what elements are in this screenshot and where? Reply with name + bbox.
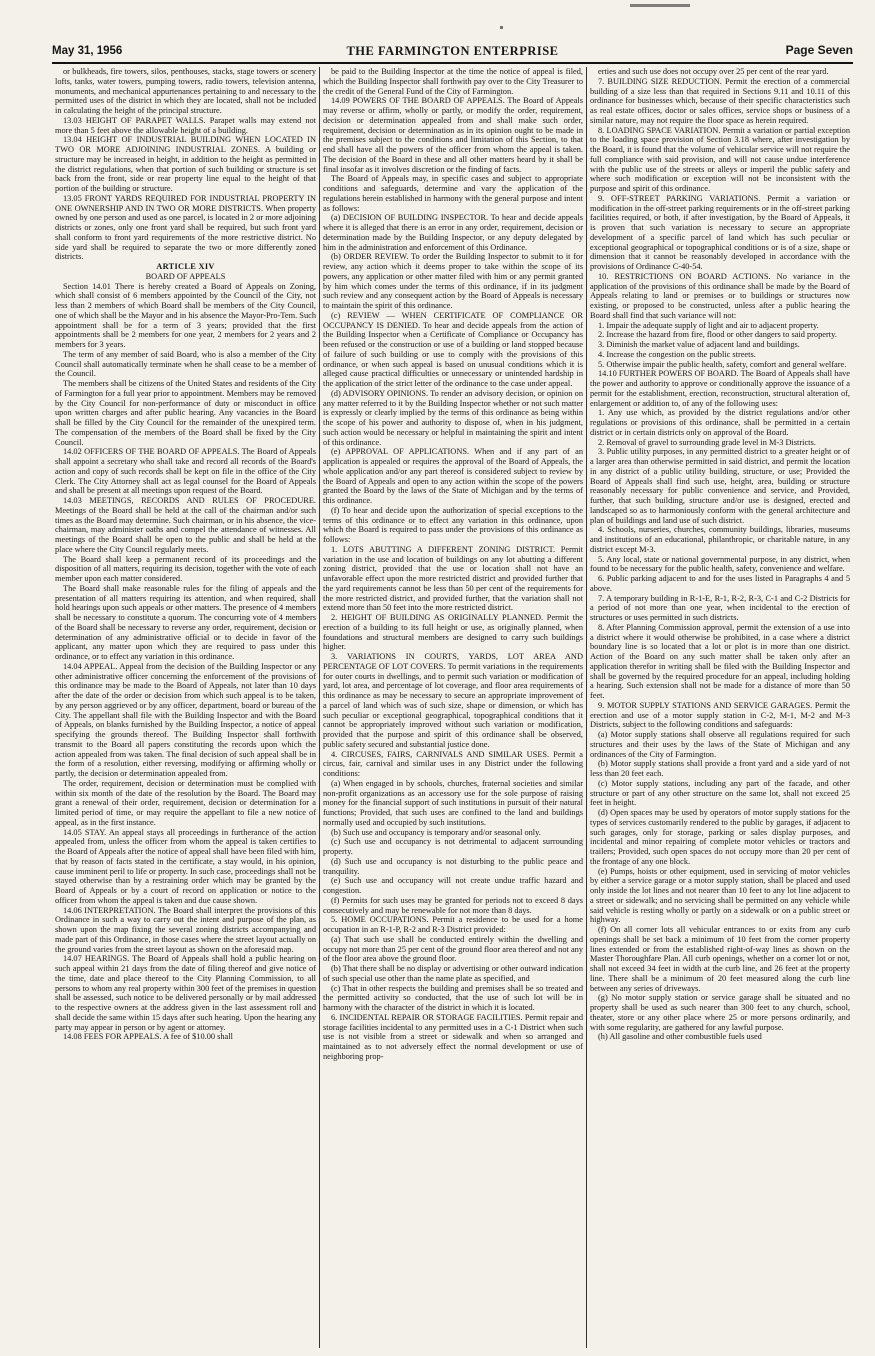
column-3-paragraph: (e) Pumps, hoists or other equipment, used in servicing of motor vehicles by either a service garage or a motor supply station, shall be placed and used only inside the lot lines and not nearer than 10 feet to any lot line adjacent to a street or sidewalk; and no servicing shall be permitted on any vehicle while said vehicle is resting wholly or partly on a sidewalk or on a public street or highway.: [590, 866, 850, 925]
column-2-paragraph: The Board of Appeals may, in specific cases and subject to appropriate conditions and safeguards, determine and vary the application of the regulations herein established in harmony with the general purpose and intent as follows:: [323, 174, 583, 213]
column-3-paragraph: (f) On all corner lots all vehicular entrances to or exits from any curb openings shall be set back a minimum of 10 feet from the corner property lines extended or from the established right-of-way lines as shown on the Master Thoroughfare Plan. All curb openings, whether on a corner lot or not, shall not exceed 34 feet in width at the curb line, and 26 feet at the property line. There shall be a minimum of 20 feet measured along the curb line between any series of driveways.: [590, 925, 850, 993]
column-1-paragraph: The order, requirement, decision or determination must be complied with within six month of the date of the resolution by the Board. The Board may grant a renewal of their order, requirement, decision or determination for a limited period of time, or may require the appellant to file a new notice of appeal, as in the first instance.: [55, 778, 316, 827]
column-2-paragraph: (a) That such use shall be conducted entirely within the dwelling and occupy not more than 25 per cent of the ground floor area thereof and not any of the floor area above the ground floor.: [323, 934, 583, 964]
column-2-paragraph: (c) That in other respects the building and premises shall be so treated and the permitted activity so conducted, that the use of such lot will be in harmony with the character of the district in which it is located.: [323, 983, 583, 1012]
column-1-paragraph: 14.05 STAY. An appeal stays all proceedings in furtherance of the action appealed from, unless the officer from whom the appeal is taken certifies to the Board of Appeals after the notice of appeal shall have been filed with him, that by reason of facts stated in the certificate, a stay would, in his opinion, cause imminent peril to life or property. In such case, proceedings shall not be stayed otherwise than by a restraining order which may be granted by the Board of Appeals or by a court of record on application or notice to the officer from whom the appeal is taken and due cause shown.: [55, 827, 316, 905]
column-1-paragraph: 14.06 INTERPRETATION. The Board shall interpret the provisions of this Ordinance in such a way to carry out the intent and purpose of the plan, as shown upon the map fixing the several zoning districts accompanying and made part of this Ordinance, in those cases where the street layout actually on the ground varies from the street layout as shown on the aforesaid map.: [55, 905, 316, 954]
column-1-paragraph: 14.08 FEES FOR APPEALS. A fee of $10.00 shall: [63, 1032, 233, 1042]
newspaper-title: THE FARMINGTON ENTERPRISE: [346, 44, 559, 58]
article-columns: [52, 67, 853, 1348]
column-3-paragraph: 8. LOADING SPACE VARIATION. Permit a variation or partial exception to the loading space provision of Section 3.18 where, after investigation by the Board, it is found that the volume of vehicular service will not require the full compliance with said provision, and will not cause undue interference with the public use of the streets or alleys or imperil the public safety and where such modification or exception will not be inconsistent with the purpose and spirit of this ordinance.: [590, 125, 850, 193]
column-3-paragraph: 8. After Planning Commission approval, permit the extension of a use into a district where it would otherwise be prohibited, in a case where a district boundary line is so located that a lot or plot is in more than one district. Action of the Board on any such matter shall be taken only after an application therefor in writing shall be filed with the Building Inspector and shall be governed by the required procedure for an appeal, including holding a hearing. Such extension shall not be made for a distance of more than 50 feet.: [590, 622, 850, 700]
column-1-paragraph: The Board shall keep a permanent record of its proceedings and the disposition of all matters, requiring its decision, together with the vote of each member upon each matter considered.: [55, 554, 316, 583]
column-1-paragraph: 14.02 OFFICERS OF THE BOARD OF APPEALS. The Board of Appeals shall appoint a secretary who shall take and record all records of the Board's action and copy of such records shall be kept on file in the office of the City Clerk. The City Attorney shall act as legal counsel for the Board of Appeals and shall be present at all meetings upon request of the Board.: [55, 447, 316, 496]
column-3-paragraph: (c) Motor supply stations, including any part of the facade, and other structure or part of any other structure on the same lot, shall not exceed 25 feet in height.: [590, 778, 850, 808]
issue-date: May 31, 1956: [52, 45, 123, 57]
column-3-paragraph: 5. Any local, state or national governmental purpose, in any district, when found to be necessary for the public health, safety, convenience and welfare.: [590, 554, 850, 574]
column-2-paragraph: 1. LOTS ABUTTING A DIFFERENT ZONING DISTRICT. Permit variation in the use and location of buildings on any lot abutting a different zoning district, provided that the use or location shall not have an unfavorable effect upon the more restricted district and provided further that the yard requirements cannot be less than 50 per cent of the requirements for the more restricted district, and provided further, that the variation shall not extend more than 50 feet into the more restricted district.: [323, 544, 583, 613]
column-3-paragraph: 4. Increase the congestion on the public streets.: [598, 349, 756, 359]
column-1-paragraph: BOARD OF APPEALS: [145, 271, 226, 281]
column-2-paragraph: 14.09 POWERS OF THE BOARD OF APPEALS. The Board of Appeals may reverse or affirm, wholly or partly, or modify the order, requirement, decision or determination appealed from and shall make such order, requirement, decision or determination as in its opinion ought to be made in the premises subject to the conditions and limitation of this Section, to that end shall have all the powers of the officer from whom the appeal is taken. The decision of the Board in these and all other matters heard by it shall be final insofar as it involves discretion or the finding of facts.: [323, 96, 583, 174]
column-3-paragraph: 7. BUILDING SIZE REDUCTION. Permit the erection of a commercial building of a size less than that required in Sections 9.11 and 10.11 of this ordinance for businesses which, because of their specific characteristics such as real estate offices, doctor or sales offices, service shops or business of a similar nature, may not require the floor space as herein required.: [590, 76, 850, 125]
column-1-paragraph: Section 14.01 There is hereby created a Board of Appeals on Zoning, which shall consist of 6 members appointed by the Council of the City, not less than 2 members of which Board shall be members of the City Council, one of which shall be the Mayor and in his absence the Mayor-Pro-Tem. Such appointment shall be for a term of 3 years; provided that the first appointments shall be 2 members for one year, 2 members for 2 years and 2 members for 3 years.: [55, 281, 316, 349]
column-1-paragraph: 14.04 APPEAL. Appeal from the decision of the Building Inspector or any other administrative officer concerning the enforcement of the provisions of this ordinance may be made to the Board of Appeals, not later than 10 days after the date of the order or decision from which such appeal is to be taken, by any person aggrieved or by any officer, department, board or bureau of the City. The appellant shall file with the Building Inspector and with the Board of Appeals, on blanks furnished by the Building Inspector, a notice of appeal specifying the grounds thereof. The Building Inspector shall forthwith transmit to the Board all papers constituting the records upon which the action appealed from was taken. The final decision of such appeal shall be in the form of a resolution, either reversing, modifying or affirming wholly or partly, the decision or determination appealed from.: [55, 661, 316, 778]
column-1-paragraph: 14.07 HEARINGS. The Board of Appeals shall hold a public hearing on such appeal within 21 days from the date of filing thereof and give notice of the time, date and place thereof to the City Planning Commission, to all persons to whom any real property within 300 feet of the premises in question shall be assessed, such notice to be delivered personally or by mail addressed to the respective owners at the address given in the last assessment roll and shall decide the same within 15 days after such hearing. Upon the hearing any party may appear in person or by agent or attorney.: [55, 954, 316, 1032]
column-3-paragraph: 3. Public utility purposes, in any permitted district to a greater height or of a larger area than otherwise permitted in said district, and permit the location in any district of a public utility building, structure, or use; Provided the Board of Appeals shall find such use, height, area, building or structure reasonably necessary for public convenience and service, and Provided, further, that such building, structure and/or use is designed, erected and landscaped so as to harmoniously conform with the general architecture and plan of buildings and land use of such district.: [590, 447, 850, 525]
column-2-paragraph: (b) ORDER REVIEW. To order the Building Inspector to submit to it for review, any action which it deems proper to take within the scope of its powers, any application or other matter filed with him or any permit granted by him which comes under the terms of this ordinance, if in its judgment such review and any consequent action by the Board of Appeals is necessary to maintain the spirit of this ordinance.: [323, 252, 583, 310]
column-1-paragraph: The Board shall make reasonable rules for the filing of appeals and the presentation of all matters requiring its attention, and when required, shall hold hearings upon such appeals or other matters. The presence of 4 members shall be necessary to constitute a quorum. The concurring vote of 4 members of the Board shall be necessary to reverse any order, requirement, decision or determination of any administrative official or to decide in favor of the applicant, any matter upon which they are required to pass under this ordinance, or to effect any variation in this ordinance.: [55, 583, 316, 661]
column-1-paragraph: 13.04 HEIGHT OF INDUSTRIAL BUILDING WHEN LOCATED IN TWO OR MORE ADJOINING INDUSTRIAL ZONES. A building or structure may be increased in height, in addition to the height as permitted in the district regulations, when that portion of such building or structure is set back from the front, side or rear property line equal to the height of that portion of the building or structure.: [55, 135, 316, 193]
column-2: [319, 67, 586, 1348]
column-1: [52, 67, 319, 1348]
column-2-paragraph: 2. HEIGHT OF BUILDING AS ORIGINALLY PLANNED. Permit the erection of a building to its full height or use, as originally planned, when foundations and structural members are designed to carry such buildings higher.: [323, 613, 583, 652]
column-2-paragraph: (b) Such use and occupancy is temporary and/or seasonal only.: [331, 827, 541, 837]
column-1-paragraph: 14.03 MEETINGS, RECORDS AND RULES OF PROCEDURE. Meetings of the Board shall be held at the call of the chairman and/or such times as the Board may determine. Such chairman, or in his absence, the vice-chairman, may administer oaths and compel the attendance of witnesses. All meetings of the Board shall be open to the public and shall be held at the place where the City Council regularly meets.: [55, 496, 316, 554]
column-2-paragraph: 5. HOME OCCUPATIONS. Permit a residence to be used for a home occupation in an R-1-P, R-2 and R-3 District provided:: [323, 915, 583, 934]
column-3-paragraph: 14.10 FURTHER POWERS OF BOARD. The Board of Appeals shall have the power and authority to approve or conditionally approve the issuance of a permit for the establishment, erection, reconstruction, structural alteration of, enlargement or addition to, of any of the following uses:: [590, 369, 850, 408]
column-2-paragraph: (e) Such use and occupancy will not create undue traffic hazard and congestion.: [323, 876, 583, 895]
column-1-paragraph: The members shall be citizens of the United States and residents of the City of Farmington for a full year prior to appointment. Members may be removed by the City Council for non-performance of duty or misconduct in office upon written charges and after public hearing. Any vacancies in the Board shall be filled by the City Council for the remainder of the unexpired term. The compensation of the members of the Board shall be fixed by the City Council.: [55, 379, 316, 447]
column-2-paragraph: (a) When engaged in by schools, churches, fraternal societies and similar non-profit organizations as an accessory use for the sole purpose of raising money for the financial support of such institutions in pursuit of their natural functions; Provided, that such uses are confined to the land and buildings normally used and occupied by such institutions.: [323, 778, 583, 827]
column-1-paragraph: or bulkheads, fire towers, silos, penthouses, stacks, stage towers or scenery lofts, tanks, water towers, pumping towers, radio towers, television antenna, monuments, and mechanical appurtenances pertaining to and necessary to the permitted uses of the district in which they are located, shall not be included in calculating the height of the principal structure.: [55, 67, 316, 115]
column-3: [586, 67, 853, 1348]
column-2-paragraph: (e) APPROVAL OF APPLICATIONS. When and if any part of an application is appealed or requires the approval of the Board of Appeals, the whole application and/or any part thereof is considered subject to review by the Board of Appeals and open to any action within the scope of the powers granted the Board by the laws of the State of Michigan and by the terms of this ordinance.: [323, 447, 583, 505]
column-3-paragraph: 1. Any use which, as provided by the district regulations and/or other regulations or provisions of this ordinance, shall be permitted in a certain district or in certain districts only on approval of the Board.: [590, 408, 850, 437]
column-2-paragraph: (c) Such use and occupancy is not detrimental to adjacent surrounding property.: [323, 837, 583, 856]
print-smudge: [500, 26, 503, 29]
column-3-paragraph: 5. Otherwise impair the public health, safety, comfort and general welfare.: [598, 359, 847, 369]
page-number: Page Seven: [785, 43, 853, 57]
column-3-paragraph: 1. Impair the adequate supply of light and air to adjacent property.: [598, 320, 819, 330]
column-2-paragraph: (d) ADVISORY OPINIONS. To render an advisory decision, or opinion on any matter referred to it by the Building Inspector whether or not such matter is expressly or clearly implied by the terms of this ordinance as being within the scope of his power and authority to dispose of, when in his judgment, such action would be necessary or helpful in maintaining the spirit and intent of this ordinance.: [323, 388, 583, 447]
column-3-paragraph: 9. MOTOR SUPPLY STATIONS AND SERVICE GARAGES. Permit the erection and use of a motor supply station in C-2, M-1, M-2 and M-3 Districts, subject to the following conditions and safeguards:: [590, 700, 850, 730]
column-3-paragraph: (h) All gasoline and other combustible fuels used: [598, 1032, 762, 1042]
page-header: [52, 40, 853, 64]
column-1-paragraph: ARTICLE XIV: [156, 262, 215, 271]
column-3-paragraph: 10. RESTRICTIONS ON BOARD ACTIONS. No variance in the application of the provisions of this ordinance shall be made by the Board of Appeals relating to land or premises or to buildings or structures now existing, or proposed to be constructed, unless after a public hearing the Board shall find that such variance will not:: [590, 271, 850, 320]
column-2-paragraph: 4. CIRCUSES, FAIRS, CARNIVALS AND SIMILAR USES. Permit a circus, fair, carnival and similar uses in any District under the following conditions:: [323, 749, 583, 778]
column-2-paragraph: (c) REVIEW — WHEN CERTIFICATE OF COMPLIANCE OR OCCUPANCY IS DENIED. To hear and decide appeals from the action of the Building Inspector when a Certificate of Compliance or Occupancy has been refused or the construction or use of a building or land stopped because of failure of such building or use to comply with the provisions of this ordinance, or when such appeal is based on unusual conditions which it is alleged cause practical difficulties or unnecessary or unintended hardship in the application of the strict letter of the ordinance to the case under appeal.: [323, 310, 583, 388]
column-2-paragraph: be paid to the Building Inspector at the time the notice of appeal is filed, which the Building Inspector shall forthwith pay over to the City Treasurer to the credit of the General Fund of the City of Farmington.: [323, 67, 583, 96]
column-3-paragraph: (b) Motor supply stations shall provide a front yard and a side yard of not less than 20 feet each.: [590, 759, 850, 778]
column-2-paragraph: (d) Such use and occupancy is not disturbing to the public peace and tranquility.: [323, 856, 583, 876]
print-smudge: [630, 4, 690, 7]
column-3-paragraph: 9. OFF-STREET PARKING VARIATIONS. Permit a variation or modification in the off-street parking requirements or in the off-street parking facilities required, or both, if after investigation, by the Board of Appeals, it is proven that such variation is necessary to secure an appropriate development of a specific parcel of land which has such peculiar or exceptional geographical or topographical conditions or is of a size, shape or dimension that it cannot be reasonably developed in accordance with the provisions of Ordinance C-40-54.: [590, 193, 850, 271]
column-1-paragraph: 13.05 FRONT YARDS REQUIRED FOR INDUSTRIAL PROPERTY IN ONE OWNERSHIP AND IN TWO OR MORE DISTRICTS. When property owned by one person and used as one parcel, is located in 2 or more adjoining districts or zones, only one front yard shall be required, but such front yard shall conform to front yard requirements of the more restrictive district. No side yard shall be required to separate the two or more differently zoned districts.: [55, 193, 316, 262]
column-3-paragraph: 2. Removal of gravel to surrounding grade level in M-3 Districts.: [598, 437, 816, 447]
column-3-paragraph: (d) Open spaces may be used by operators of motor supply stations for the types of services customarily rendered to the public by garages, if adjacent to such garages, only for storage, parking or sales display purposes, and incidental and minor repairing of complete motor vehicles or tractors and trailers; Provided, such open spaces do not occupy more than 20 per cent of the frontage of any one block.: [590, 808, 850, 866]
column-2-paragraph: (f) Permits for such uses may be granted for periods not to exceed 8 days consecutively and may be renewable for not more than 8 days.: [323, 895, 583, 915]
column-1-paragraph: 13.03 HEIGHT OF PARAPET WALLS. Parapet walls may extend not more than 5 feet above the allowable height of a building.: [55, 115, 316, 135]
column-3-paragraph: 6. Public parking adjacent to and for the uses listed in Paragraphs 4 and 5 above.: [590, 574, 850, 593]
column-2-paragraph: (f) To hear and decide upon the authorization of special exceptions to the terms of this ordinance or to effect any variation in this ordinance, upon which the Board is required to pass under the provisions of this ordinance as follows:: [323, 505, 583, 544]
column-2-paragraph: (b) That there shall be no display or advertising or other outward indication of such special use other than the name plate as specified, and: [323, 964, 583, 983]
column-3-paragraph: 2. Increase the hazard from fire, flood or other dangers to said property.: [598, 330, 837, 340]
column-2-paragraph: 3. VARIATIONS IN COURTS, YARDS, LOT AREA AND PERCENTAGE OF LOT COVERS. To permit variations in the requirements for outer courts in dwellings, and to permit such variation or modification of yard, lot area, and percentage of lot coverage, and floor area requirements of this ordinance as may be necessary to secure an appropriate improvement of a parcel of land which was of such size, shape or dimension, or which has such peculiar or exceptional geographical, topographical conditions that it cannot be appropriately improved without such variation or modification, provided that the purpose and spirit of this ordinance shall be observed, public safety secured and substantial justice done.: [323, 652, 583, 749]
column-3-paragraph: 7. A temporary building in R-1-E, R-1, R-2, R-3, C-1 and C-2 Districts for a period of not more than one year, when incidental to the erection of structures or uses permitted in such districts.: [590, 593, 850, 622]
column-2-paragraph: (a) DECISION OF BUILDING INSPECTOR. To hear and decide appeals where it is alleged that there is an error in any order, requirement, decision or determination made by the Building Inspector, or any deputy delegated by him in the administration and enforcement of this Ordinance.: [323, 213, 583, 252]
column-3-paragraph: (g) No motor supply station or service garage shall be situated and no property shall be used as such nearer than 300 feet to any church, school, theater, store or any other place where 25 or more persons ordinarily, and with some regularity, are gathered for any lawful purpose.: [590, 993, 850, 1032]
column-3-paragraph: (a) Motor supply stations shall observe all regulations required for such structures and their uses by the laws of the State of Michigan and any ordinances of the City of Farmington.: [590, 730, 850, 759]
column-3-paragraph: erties and such use does not occupy over 25 per cent of the rear yard.: [598, 67, 829, 76]
column-3-paragraph: 3. Diminish the market value of adjacent land and buildings.: [598, 340, 800, 349]
column-1-paragraph: The term of any member of said Board, who is also a member of the City Council shall automatically terminate when he shall cease to be a member of the Council.: [55, 349, 316, 379]
column-2-paragraph: 6. INCIDENTAL REPAIR OR STORAGE FACILITIES. Permit repair and storage facilities incidental to any permitted uses in a C-1 District when such use is not visible from a street or sidewalk and when so arranged and maintained as to not adversely effect the normal development or use of neighboring prop-: [323, 1012, 583, 1061]
column-3-paragraph: 4. Schools, nurseries, churches, community buildings, libraries, museums and institutions of an educational, philanthropic, or charitable nature, in any district except M-3.: [590, 525, 850, 554]
